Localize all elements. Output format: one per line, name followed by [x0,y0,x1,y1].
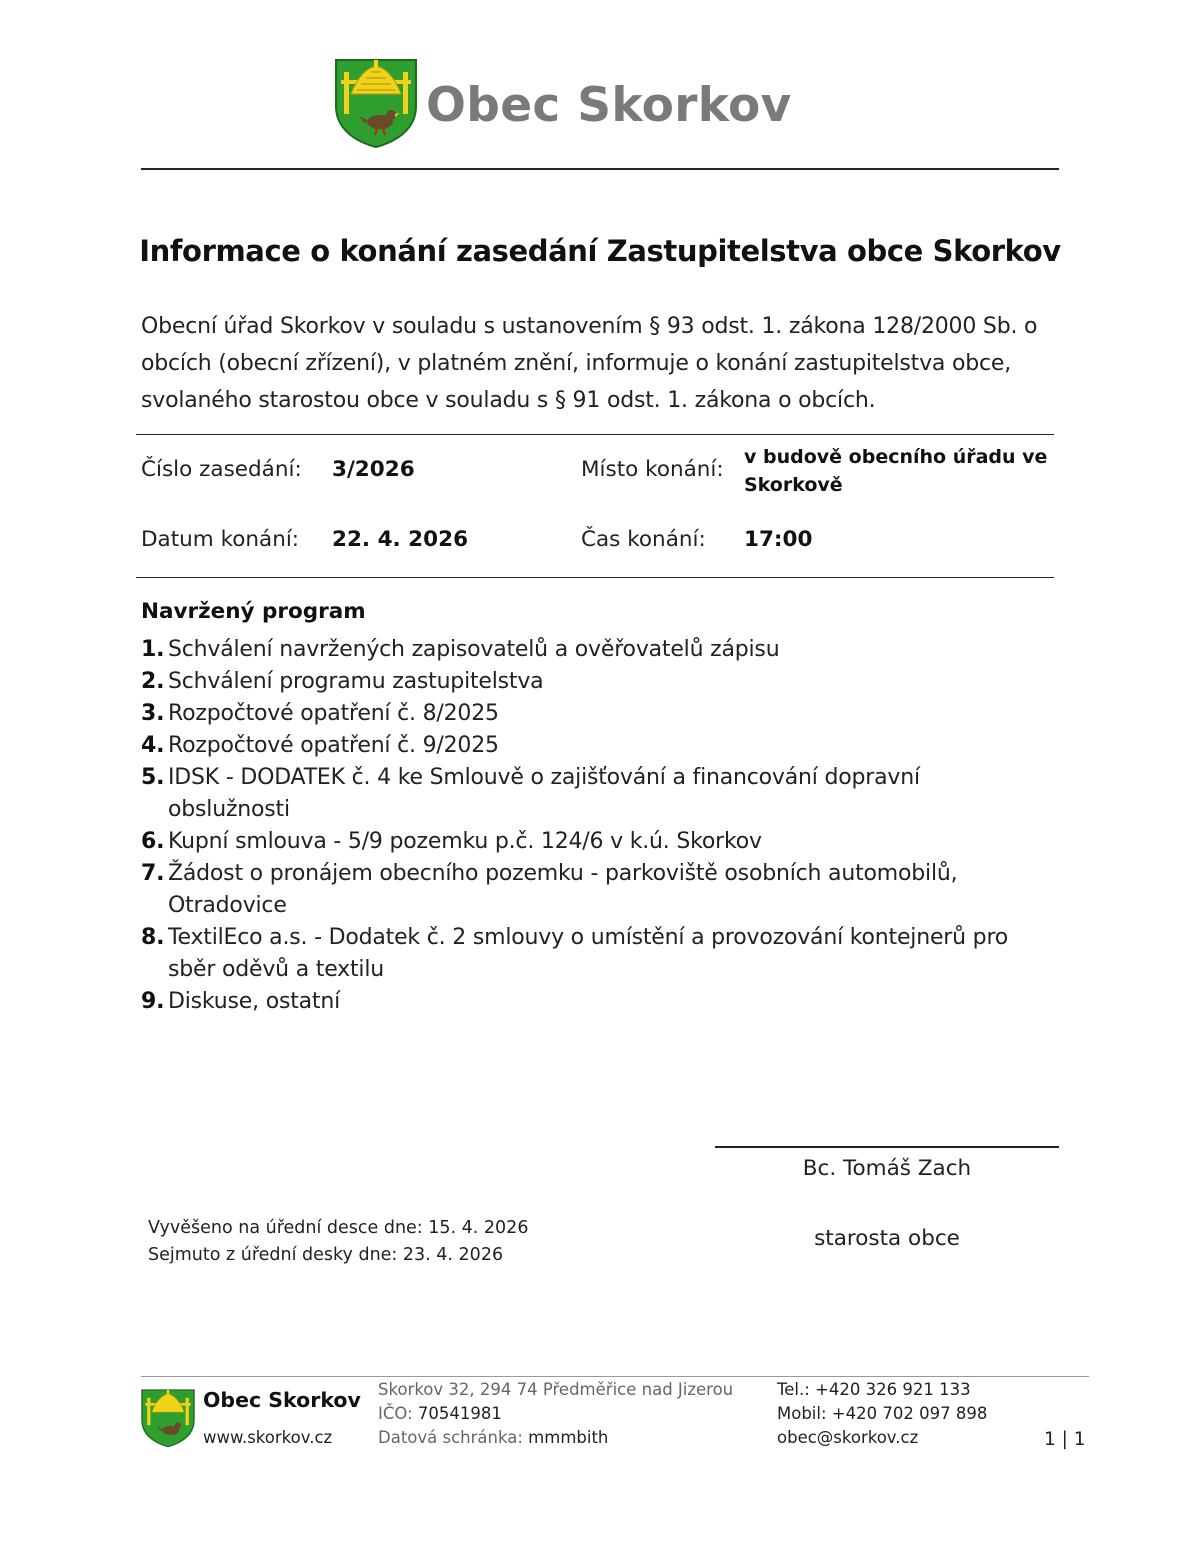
signature-line [715,1146,1059,1148]
program-item-number: 5. [141,765,165,790]
program-item [141,858,1041,922]
meeting-date-value: 22. 4. 2026 [332,527,469,552]
program-item-text: Diskuse, ostatní [168,989,341,1014]
program-item-text: TextilEco a.s. - Dodatek č. 2 smlouvy o umístění a provozování kontejnerů pro sběr oděvů a textilu [168,925,1009,982]
signatory-role: starosta obce [814,1226,960,1251]
program-item-text: Schválení programu zastupitelstva [168,669,544,694]
program-item-number: 8. [141,925,165,950]
program-item [141,762,1041,826]
document-title: Informace o konání zasedání Zastupitelstva obce Skorkov [139,234,1061,268]
municipality-title: Obec Skorkov [426,78,792,133]
posted-date: Vyvěšeno na úřední desce dne: 15. 4. 2026 [148,1218,529,1238]
ico-value: 70541981 [417,1404,502,1423]
footer-mobile: Mobil: +420 702 097 898 [777,1404,988,1423]
program-item-text: Kupní smlouva - 5/9 pozemku p.č. 124/6 v k.ú. Skorkov [168,829,762,854]
program-item-number: 4. [141,733,165,758]
program-item-number: 2. [141,669,165,694]
program-item-number: 3. [141,701,165,726]
databox-label: Datová schránka: [378,1428,523,1447]
website-link[interactable]: www.skorkov.cz [203,1428,333,1447]
header-divider [141,168,1059,170]
footer-divider [141,1376,1089,1377]
removed-date: Sejmuto z úřední desky dne: 23. 4. 2026 [148,1245,504,1265]
meeting-number-value: 3/2026 [332,457,415,482]
signatory-name: Bc. Tomáš Zach [802,1156,972,1181]
databox-value: mmmbith [528,1428,609,1447]
meeting-date-label: Datum konání: [141,527,300,552]
program-item-number: 1. [141,637,165,662]
program-item [141,826,1041,858]
posting-info [148,1215,528,1269]
meeting-place-label: Místo konání: [581,457,724,482]
program-item-text: IDSK - DODATEK č. 4 ke Smlouvě o zajišťování a financování dopravní obslužnosti [168,765,920,822]
coat-of-arms-icon [333,58,419,148]
program-item [141,698,1041,730]
email-link[interactable]: obec@skorkov.cz [777,1428,919,1447]
info-divider-top [136,434,1054,435]
footer-contact-address [378,1378,733,1450]
program-item-text: Žádost o pronájem obecního pozemku - parkoviště osobních automobilů, Otradovice [168,861,958,918]
program-item [141,922,1041,986]
footer-address: Skorkov 32, 294 74 Předměřice nad Jizerou [378,1380,734,1399]
meeting-time-value: 17:00 [744,527,813,552]
footer-municipality-name: Obec Skorkov [203,1388,361,1412]
program-item-number: 6. [141,829,165,854]
program-item-text: Rozpočtové opatření č. 8/2025 [168,701,499,726]
program-item [141,730,1041,762]
meeting-time-label: Čas konání: [581,527,706,552]
footer-coat-of-arms-icon [140,1388,196,1448]
ico-label: IČO: [378,1404,413,1423]
meeting-number-label: Číslo zasedání: [141,457,302,482]
program-item-number: 7. [141,861,165,886]
intro-paragraph: Obecní úřad Skorkov v souladu s ustanovením § 93 odst. 1. zákona 128/2000 Sb. o obcích (obecní zřízení), v platném znění, informuje o konání zastupitelstva obce, svolaného starostou obce v souladu s § 91 odst. 1. zákona o obcích. [141,314,1038,413]
footer-contact-phone [777,1378,987,1450]
program-heading: Navržený program [141,599,366,624]
program-item-text: Schválení navržených zapisovatelů a ověřovatelů zápisu [168,637,780,662]
program-item [141,986,1041,1018]
program-item [141,634,1041,666]
program-list [141,634,1041,1018]
program-item-text: Rozpočtové opatření č. 9/2025 [168,733,499,758]
program-item [141,666,1041,698]
page-number: 1 | 1 [1044,1429,1086,1450]
info-divider-bottom [136,577,1054,578]
footer-phone: Tel.: +420 326 921 133 [777,1380,971,1399]
meeting-place-value: v budově obecního úřadu ve Skorkově [744,446,1048,496]
program-item-number: 9. [141,989,165,1014]
